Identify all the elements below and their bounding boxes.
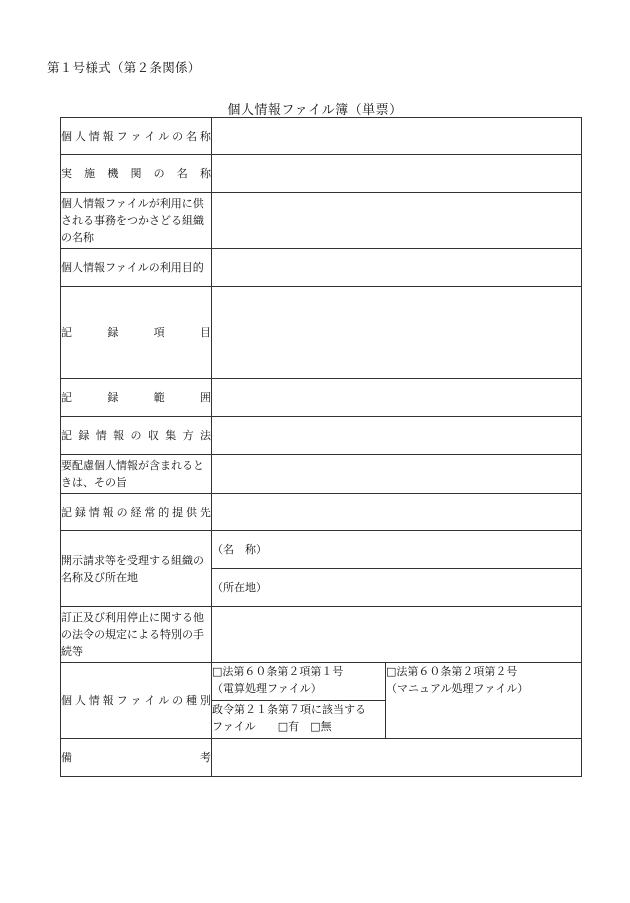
- option-manual-file-line2: （マニュアル処理ファイル）: [386, 682, 529, 695]
- label-agency: [61, 155, 212, 193]
- label-file-name: [61, 118, 212, 155]
- field-regular-recipient[interactable]: [212, 494, 582, 531]
- label-record-scope: [61, 379, 212, 417]
- row-file-type-upper: [61, 663, 582, 701]
- field-disclosure-address[interactable]: （所在地）: [212, 569, 582, 607]
- option-ordinance-line1: 政令第２１条第７項に該当する: [212, 703, 366, 716]
- label-disclosure-org: [61, 531, 212, 607]
- option-ordinance[interactable]: [212, 701, 386, 739]
- field-record-items[interactable]: [212, 287, 582, 379]
- option-computer-file-line1: □法第６０条第２項第１号: [212, 665, 344, 678]
- field-collection-method[interactable]: [212, 417, 582, 455]
- label-file-type-text: 個 人 情 報 フ ァ イ ル の 種 別: [61, 694, 211, 707]
- label-special-procedure: [61, 607, 212, 663]
- label-remarks-text: 備 考: [61, 751, 211, 764]
- label-record-items-text: 記 録 項 目: [61, 326, 211, 339]
- label-organization-text: 個人情報ファイルが利用に供される事務をつかさどる組織の名称: [61, 197, 204, 244]
- row-collection-method: [61, 417, 582, 455]
- label-collection-method-text: 記 録 情 報 の 収 集 方 法: [61, 429, 211, 442]
- label-file-name-text: 個 人 情 報 フ ァ イ ル の 名 称: [61, 129, 211, 143]
- label-collection-method: [61, 417, 212, 455]
- option-manual-file-line1: □法第６０条第２項第２号: [386, 665, 518, 678]
- label-regular-recipient-text: 記 録 情 報 の 経 常 的 提 供 先: [61, 505, 211, 519]
- label-file-type: [61, 663, 212, 739]
- option-ordinance-line2: ファイル □有 □無: [212, 720, 332, 733]
- label-sensitive-text: 要配慮個人情報が含まれるときは、その旨: [61, 459, 204, 489]
- option-computer-file[interactable]: [212, 663, 386, 701]
- label-organization: [61, 193, 212, 249]
- label-remarks: [61, 739, 212, 777]
- field-purpose[interactable]: [212, 249, 582, 287]
- field-record-scope[interactable]: [212, 379, 582, 417]
- row-file-name: [61, 118, 582, 155]
- label-agency-text: 実 施 機 関 の 名 称: [61, 167, 211, 180]
- label-special-procedure-text: 訂正及び利用停止に関する他の法令の規定による特別の手続等: [61, 611, 204, 658]
- field-special-procedure[interactable]: [212, 607, 582, 663]
- row-record-scope: [61, 379, 582, 417]
- document-title: 個人情報ファイル簿（単票）: [227, 103, 403, 118]
- field-organization[interactable]: [212, 193, 582, 249]
- row-agency: [61, 155, 582, 193]
- row-regular-recipient: [61, 494, 582, 531]
- row-disclosure-name: [61, 531, 582, 569]
- label-regular-recipient: [61, 494, 212, 531]
- label-purpose: [61, 249, 212, 287]
- label-purpose-text: 個人情報ファイルの利用目的: [61, 261, 204, 274]
- option-manual-file[interactable]: [386, 663, 582, 739]
- registry-form-table: [60, 117, 582, 777]
- field-disclosure-name[interactable]: （名 称）: [212, 531, 582, 569]
- label-disclosure-org-text: 開示請求等を受理する組織の名称及び所在地: [61, 553, 204, 584]
- row-organization: [61, 193, 582, 249]
- field-remarks[interactable]: [212, 739, 582, 777]
- row-record-items: [61, 287, 582, 379]
- row-remarks: [61, 739, 582, 777]
- label-sensitive: [61, 455, 212, 494]
- field-agency[interactable]: [212, 155, 582, 193]
- label-record-scope-text: 記 録 範 囲: [61, 391, 211, 404]
- label-record-items: [61, 287, 212, 379]
- row-purpose: [61, 249, 582, 287]
- field-file-name[interactable]: [212, 118, 582, 155]
- row-sensitive: [61, 455, 582, 494]
- field-sensitive[interactable]: [212, 455, 582, 494]
- row-special-procedure: [61, 607, 582, 663]
- form-number: 第１号様式（第２条関係）: [47, 60, 201, 75]
- option-computer-file-line2: （電算処理ファイル）: [212, 682, 322, 695]
